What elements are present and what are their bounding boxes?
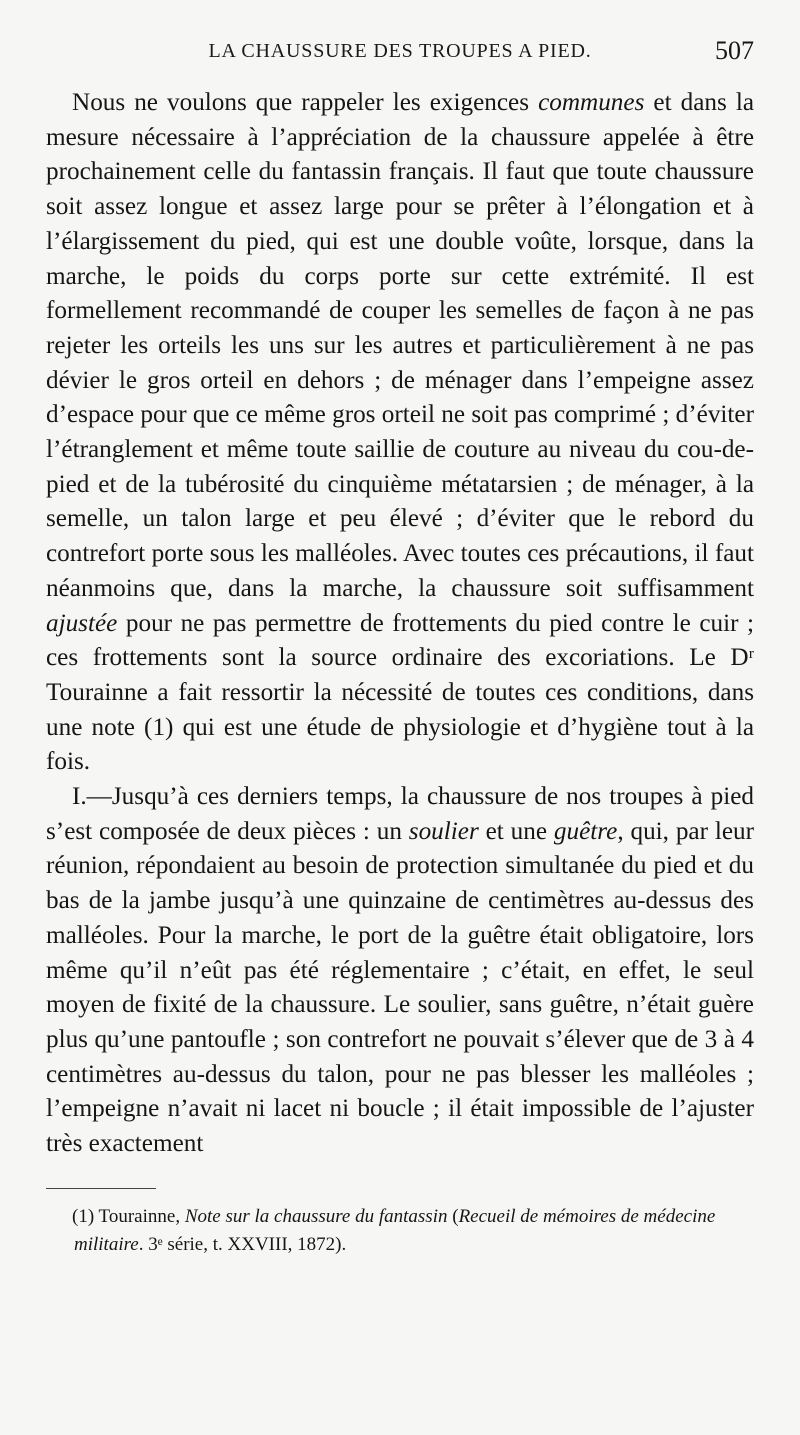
paragraph-2-text-b: et une: [478, 817, 554, 845]
paragraph-1-emphasis-ajustee: ajustée: [46, 609, 118, 637]
paragraph-1-text-c: pour ne pas permettre de frottements du pied contre le cuir ; ces frottements sont la source ordinaire des excoriations. Le Dʳ Tourainne a fait ressortir la nécessité de toutes ces conditions, dans une note (1) qui est une étude de physiologie et d’hygiène tout à la fois.: [46, 609, 754, 776]
page-header: [46, 36, 754, 76]
paragraph-1-emphasis-communes: communes: [538, 89, 645, 116]
footnote-source-details: . 3ᵉ série, t. XXVIII, 1872).: [138, 1233, 347, 1255]
paragraph-1-text-a: Nous ne voulons que rappeler les exigences: [72, 89, 539, 116]
paragraph-2: [46, 780, 754, 1162]
paragraph-2-text-a: I.—Jusqu’à ces derniers temps, la chaussure de nos troupes à pied s’est composée de deux pièces : un: [46, 783, 754, 845]
footnote-title: Note sur la chaussure du fantassin: [184, 1205, 448, 1227]
footnote-divider: [46, 1188, 156, 1189]
footnote-source-title: Recueil de mémoires de médecine militaire: [74, 1205, 716, 1255]
footnote-marker: (1) Tourainne,: [72, 1205, 185, 1227]
body-text: [46, 86, 754, 1162]
footnote-source-open: (: [447, 1205, 459, 1227]
paragraph-2-emphasis-guetre: guêtre: [553, 817, 618, 845]
paragraph-1: [46, 86, 754, 780]
running-title: LA CHAUSSURE DES TROUPES A PIED.: [208, 40, 592, 62]
footnote: [46, 1203, 754, 1259]
page-number: 507: [715, 36, 754, 65]
paragraph-2-emphasis-soulier: soulier: [408, 817, 479, 845]
paragraph-2-text-c: , qui, par leur réunion, répondaient au besoin de protection simultanée du pied et du bas de la jambe jusqu’à une quinzaine de centimètres au-dessus des malléoles. Pour la marche, le port de la guêtre était obligatoire, lors même qu’il n’eût pas été réglementaire ; c’était, en effet, le seul moyen de fixité de la chaussure. Le soulier, sans guêtre, n’était guère plus qu’une pantoufle ; son contrefort ne pouvait s’élever que de 3 à 4 centimètres au-dessus du talon, pour ne pas blesser les malléoles ; l’empeigne n’avait ni lacet ni boucle ; il était impossible de l’ajuster très exactement: [46, 817, 755, 1158]
paragraph-1-text-b: et dans la mesure nécessaire à l’appréciation de la chaussure appelée à être prochainement celle du fantassin français. Il faut que toute chaussure soit assez longue et assez large pour se prêter à l’élongation et à l’élargissement du pied, qui est une double voûte, lorsque, dans la marche, le poids du corps porte sur cette extrémité. Il est formellement recommandé de couper les semelles de façon à ne pas rejeter les orteils les uns sur les autres et particulièrement à ne pas dévier le gros orteil en dehors ; de ménager dans l’empeigne assez d’espace pour que ce même gros orteil ne soit pas comprimé ; d’éviter l’étranglement et même toute saillie de couture au niveau du cou-de-pied et de la tubérosité du cinquième métatarsien ; de ménager, à la semelle, un talon large et peu élevé ; d’éviter que le rebord du contrefort porte sous les malléoles. Avec toutes ces précautions, il faut néanmoins que, dans la marche, la chaussure soit suffisamment: [46, 89, 754, 602]
